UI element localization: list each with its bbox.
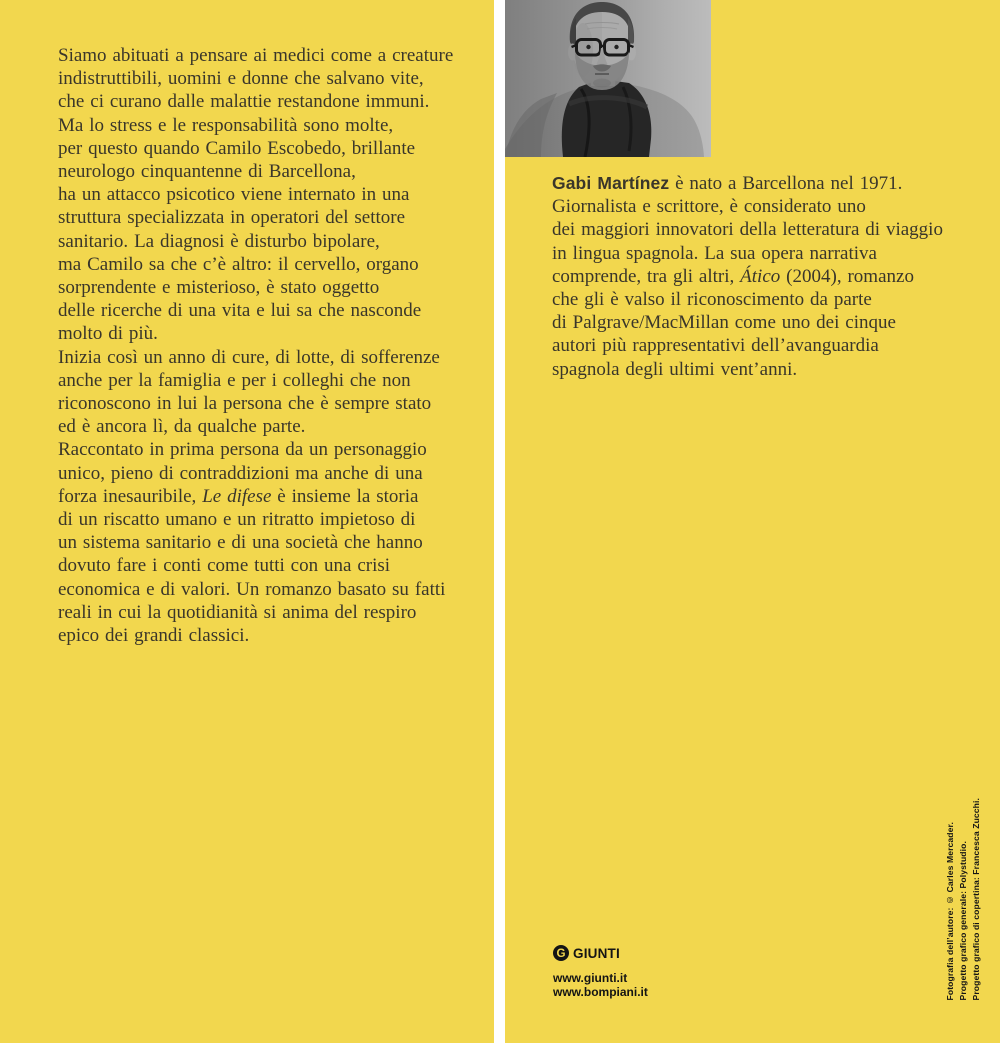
text-line xyxy=(552,288,943,311)
text-line xyxy=(58,206,453,229)
text-segment: Siamo abituati a pensare ai medici come a creature xyxy=(58,45,454,66)
text-line xyxy=(58,508,453,531)
author-portrait-illustration xyxy=(505,0,711,157)
right-flap-panel xyxy=(505,0,1000,1043)
publisher-block xyxy=(553,944,648,999)
text-segment: molto di più. xyxy=(58,323,158,345)
text-line xyxy=(58,253,453,276)
text-line xyxy=(58,276,453,299)
website-bompiani: www.bompiani.it xyxy=(553,984,648,999)
text-line xyxy=(58,44,453,67)
text-line xyxy=(58,183,453,206)
text-segment: spagnola degli ultimi vent’anni. xyxy=(552,358,798,380)
author-bio-text xyxy=(552,172,943,381)
text-line xyxy=(58,114,453,137)
text-segment: di un riscatto umano e un ritratto impietoso di xyxy=(58,509,416,531)
text-segment: unico, pieno di contraddizioni ma anche di una xyxy=(58,462,423,484)
text-segment: è insieme la storia xyxy=(271,485,419,507)
text-segment: delle ricerche di una vita e lui sa che nasconde xyxy=(58,300,422,322)
text-segment: che ci curano dalle malattie restandone immuni. xyxy=(58,91,430,113)
text-line xyxy=(58,554,453,577)
synopsis-text xyxy=(58,44,453,647)
text-segment: economica e di valori. Un romanzo basato su fatti xyxy=(58,578,446,600)
text-segment: autori più rappresentativi dell’avanguardia xyxy=(552,335,879,357)
text-line xyxy=(58,462,453,485)
text-segment: per questo quando Camilo Escobedo, brillante xyxy=(58,137,416,159)
text-line xyxy=(58,90,453,113)
text-segment: Raccontato in prima persona da un personaggio xyxy=(58,439,427,461)
text-segment: è nato a Barcellona nel 1971. xyxy=(669,173,903,194)
giunti-logo-text: GIUNTI xyxy=(573,945,620,961)
text-line xyxy=(58,438,453,461)
text-line xyxy=(58,160,453,183)
publisher-websites xyxy=(553,972,648,999)
text-line xyxy=(58,369,453,392)
text-segment: Giornalista e scrittore, è considerato uno xyxy=(552,196,866,218)
text-line xyxy=(58,485,453,508)
text-segment: comprende, tra gli altri, xyxy=(552,265,741,287)
text-line xyxy=(944,798,957,1001)
text-segment: Gabi Martínez xyxy=(552,173,670,193)
text-line xyxy=(58,322,453,345)
left-flap-panel xyxy=(0,0,494,1043)
text-segment: Fotografia dell’autore: © Carles Mercader. xyxy=(945,821,955,1000)
text-line xyxy=(58,531,453,554)
text-segment: Ático xyxy=(740,265,781,287)
text-segment: ma Camilo sa che c’è altro: il cervello, organo xyxy=(58,253,419,275)
text-line xyxy=(552,311,943,334)
text-line xyxy=(957,798,970,1001)
text-line xyxy=(58,230,453,253)
text-segment: dovuto fare i conti come tutti con una crisi xyxy=(58,555,391,577)
text-segment: anche per la famiglia e per i colleghi che non xyxy=(58,369,411,391)
flap-fold-divider xyxy=(494,0,505,1043)
production-credits-text xyxy=(944,798,983,1001)
text-segment: indistruttibili, uomini e donne che salvano vite, xyxy=(58,68,424,90)
text-line xyxy=(58,299,453,322)
text-segment: ha un attacco psicotico viene internato in una xyxy=(58,184,410,206)
text-segment: dei maggiori innovatori della letteratura di viaggio xyxy=(552,219,943,241)
text-line xyxy=(552,242,943,265)
text-segment: Le difese xyxy=(202,485,272,507)
text-segment: reali in cui la quotidianità si anima del respiro xyxy=(58,601,417,623)
text-segment: Inizia così un anno di cure, di lotte, di sofferenze xyxy=(58,346,440,368)
text-segment: Ma lo stress e le responsabilità sono molte, xyxy=(58,114,394,136)
text-line xyxy=(970,798,983,1001)
text-line xyxy=(552,265,943,288)
text-segment: neurologo cinquantenne di Barcellona, xyxy=(58,161,356,183)
text-line xyxy=(58,578,453,601)
text-line xyxy=(552,172,943,195)
text-segment: sorprendente e misterioso, è stato oggetto xyxy=(58,277,380,299)
text-line xyxy=(552,195,943,218)
text-line xyxy=(58,601,453,624)
svg-text:G: G xyxy=(556,947,566,961)
text-segment: Progetto grafico generale: Polystudio. xyxy=(958,840,968,1000)
text-line xyxy=(58,624,453,647)
author-photo xyxy=(505,0,711,157)
text-line xyxy=(58,346,453,369)
text-segment: forza inesauribile, xyxy=(58,485,203,507)
giunti-g-icon xyxy=(553,945,569,961)
text-segment: che gli è valso il riconoscimento da parte xyxy=(552,289,872,311)
text-segment: sanitario. La diagnosi è disturbo bipolare, xyxy=(58,230,380,252)
text-line xyxy=(58,67,453,90)
text-segment: (2004), romanzo xyxy=(780,265,914,287)
text-segment: ed è ancora lì, da qualche parte. xyxy=(58,416,306,438)
text-line xyxy=(552,218,943,241)
text-segment: riconoscono in lui la persona che è sempre stato xyxy=(58,393,432,415)
text-segment: Progetto grafico di copertina: Francesca Zucchi. xyxy=(971,797,981,1000)
text-segment: struttura specializzata in operatori del settore xyxy=(58,207,406,229)
text-line xyxy=(58,415,453,438)
text-segment: di Palgrave/MacMillan come uno dei cinque xyxy=(552,312,896,334)
giunti-logo xyxy=(553,944,648,962)
text-line xyxy=(552,334,943,357)
text-segment: epico dei grandi classici. xyxy=(58,625,250,647)
text-segment: in lingua spagnola. La sua opera narrativa xyxy=(552,242,877,264)
text-line xyxy=(58,137,453,160)
text-line xyxy=(552,358,943,381)
text-segment: un sistema sanitario e di una società che hanno xyxy=(58,532,423,554)
text-line xyxy=(58,392,453,415)
website-giunti: www.giunti.it xyxy=(553,971,628,985)
